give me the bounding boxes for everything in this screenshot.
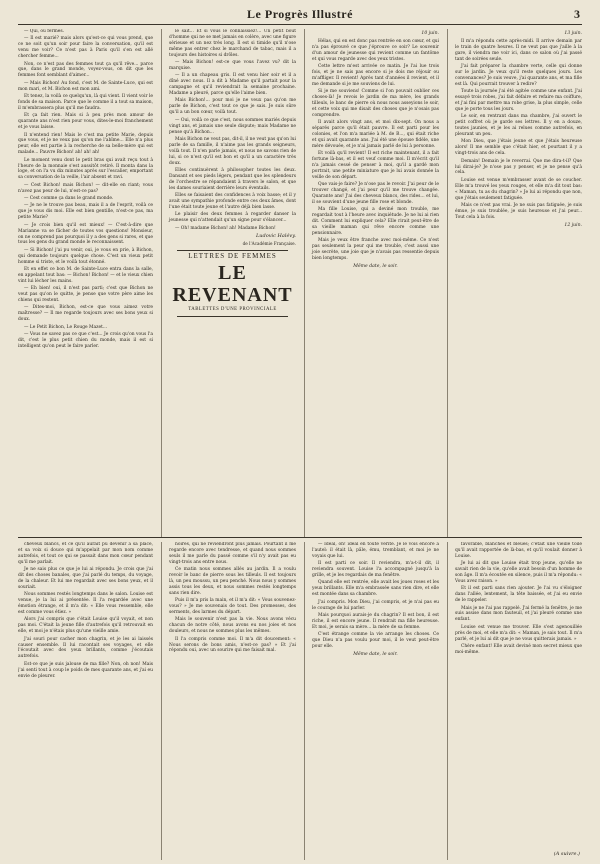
paragraph: Mais pourquoi aurais-je du chagrin? Il est bon, il est riche, il est encore jeune. Il rendrait ma fille heureuse. Et moi, je serais sa mère... la mère de sa femme. xyxy=(312,612,439,630)
top-col3-text xyxy=(312,39,439,262)
page-number: 3 xyxy=(574,7,580,21)
paragraph: cheveux blancs, et ce qu'il aurait pu devenir à sa place, et sa voix si douce qui m'appelait par mon nom comme autrefois, et tout ce qui se passait dans mon cœur pendant qu'il me parlait. xyxy=(18,542,153,565)
paragraph: Hélas, qui en est donc pas rentrée en son cœur, et qui n'a pas éprouvé ce que j'éprouve ce soir? Le souvenir d'un amour de jeunesse qui revient comme un fantôme et qui vous regarde avec des yeux tristes. xyxy=(312,38,439,62)
masthead xyxy=(18,6,582,25)
paragraph: — Dites-moi, Bichon, est-ce que vous aimez votre maîtresse? — Il me regarde toujours avec ses bons yeux si doux. xyxy=(18,305,153,323)
paragraph: Non, ce n'est pas des femmes tout ça qu'il rêve... parce que, dans le grand monde, voyez-vous, on dit que les femmes font semblant d'aimer... xyxy=(18,61,153,79)
paragraph: Demain! Demain je le reverrai. Que me dira-t-il? Que lui dirai-je? Je n'ose pas y penser, et je ne pense qu'à cela. xyxy=(455,158,582,176)
paragraph: Il avait alors vingt ans, et moi dix-sept. On nous a séparés parce qu'il était pauvre. Il est parti pour les colonies, et l'on m'a mariée à M. de B..., qui était riche et qui avait quarante ans. J'ai été une épouse fidèle, une mère dévouée, et je n'ai jamais parlé de lui à personne. xyxy=(312,120,439,149)
paragraph: Le moment venu dont le petit bras qui avait reçu tout à l'heure de la monnaie s'est aussitôt retiré. Il monta dans la loge, et on l'a vu dix minutes après sur l'escalier, emportant sa conversation de la veille, l'air absent et ravi. xyxy=(18,157,153,181)
paragraph: noires, qui ne reviendront plus jamais. Pourtant il me regarde encore avec tendresse, et quand nous sommes seuls il me parle du passé comme s'il n'y avait pas eu vingt-trois ans entre nous. xyxy=(169,542,296,565)
paragraph: Il l'a compris comme moi. Il m'a dit doucement: « Nous serons de bons amis, n'est-ce pas? » Et j'ai répondu oui, avec un sourire qui me faisait mal. xyxy=(169,636,296,654)
paragraph: — Il a un chapeau gris. Il est venu hier soir et il a dîné avec nous. Il a dit à Madame qu'il partait pour la campagne et qu'il reviendrait la semaine prochaine. Madame a pleuré, parce qu'elle l'aime bien. xyxy=(169,73,296,97)
section-label: LETTRES DE FEMMES xyxy=(188,252,277,261)
paragraph: Ce matin nous sommes allés au jardin. Il a voulu revoir le banc de pierre sous les tilleuls. Il est toujours là, un peu moussu, un peu penché. Nous nous y sommes assis tous les deux, et nous sommes restés longtemps sans rien dire. xyxy=(169,567,296,596)
paragraph: Et il est parti sans rien ajouter. Je l'ai vu s'éloigner dans l'allée, lentement, la tête baissée, et j'ai eu envie de le rappeler. xyxy=(455,586,582,604)
top-column-1 xyxy=(18,29,153,537)
paragraph: favorable, blanches et bleues; c'était une vieille toile qu'il avait rapportée de là-bas, et qu'il voulait donner à Louise. xyxy=(455,542,582,559)
paragraph: C'est étrange comme la vie arrange les choses. Ce que Dieu n'a pas voulu pour moi, il le veut peut-être pour elle. xyxy=(312,632,439,649)
paragraph: J'ai compris. Mon Dieu, j'ai compris, et je n'ai pas eu le courage de lui parler. xyxy=(312,599,439,611)
article-subtitle: TABLETTES D'UNE PROVINCIALE xyxy=(188,307,277,313)
paragraph: — Idéal, oh! idéal en toute vérité. Je le vois encore à l'autel: il était là, pâle, ému, tremblant, et moi je ne voyais que lui. xyxy=(312,542,439,559)
paragraph: Puis il m'a pris la main, et il m'a dit: « Vous souvenez-vous? » Je me souvenais de tout. Des promesses, des serments, des larmes du départ. xyxy=(169,598,296,615)
dateline: 13 juin. xyxy=(564,31,582,36)
paragraph: — Le Petit Bichon, Le Rouge Mazet... xyxy=(24,324,108,330)
bottom-column-4 xyxy=(447,542,582,860)
paragraph: — Eh bien! oui, il n'est pas parti; c'est que Bichon ne veut pas qu'on le quitte, je pense que votre père aime les chiens qui restent. xyxy=(18,286,153,304)
paragraph: Mon Dieu, que j'étais jeune et que j'étais heureuse alors! Il me semble que c'était hier, et pourtant il y a vingt-trois ans de cela. xyxy=(455,139,582,157)
paragraph: Ma fille Louise, qui a deviné mon trouble, me regardait tout à l'heure avec inquiétude. Je ne lui ai rien dit. Comment lui expliquer cela? Elle rirait peut-être de sa vieille maman qui rêve encore comme une pensionnaire. xyxy=(312,207,439,236)
bottom-col4-text xyxy=(455,542,582,656)
paragraph: Je ne sais plus ce que je lui ai répondu. Je crois que j'ai dit des choses banales, que j'ai parlé du temps, du voyage, de la chaleur. Et lui me regardait avec ses bons yeux, et il souriait. xyxy=(18,567,153,590)
paragraph: Mais le souvenir n'est pas la vie. Nous avons vécu chacun de notre côté, nous avons eu nos joies et nos douleurs, et nous ne sommes plus les mêmes. xyxy=(169,617,296,635)
divider-rule xyxy=(177,250,288,251)
divider-rule xyxy=(177,316,288,317)
paragraph: Il n'entend rien! Mais le c'est ma petite Marie, depuis que vous, et je ne veux pas qu'on me l'abîme... Elle n'a plus peur, elle est partie à la recherche de sa belle-mère qui est malade... Pauvre Bichon! ah! ah! ah! xyxy=(18,132,153,156)
paragraph: Elles continuèrent à philosopher toutes les deux. Dansant et ses pieds légers, pendant que les splendeurs de l'orchestre se répandaient à travers le salon, et que les dames souriaient derrière leurs éventails. xyxy=(169,167,296,191)
continued-note: (A suivre.) xyxy=(553,851,580,858)
top-column-2 xyxy=(161,29,296,537)
paragraph: — Il est marié? mais alors qu'est-ce qui vous prend, que ce ne soit qu'un soir pour faire la conversation, qu'il est venu me voir? Ce n'est pas à Paris qu'il s'en est allé chercher femme... xyxy=(18,36,153,60)
paragraph: Mais ce n'est pas vrai. Je ne suis pas fatiguée, je suis émue, je suis troublée, je suis heureuse et j'ai peur... Tout cela à la fois. xyxy=(455,202,582,220)
paragraph: Je lui ai dit que Louise était trop jeune, qu'elle ne savait rien de la vie, qu'elle avait besoin d'un homme de son âge. Il m'a écoutée en silence, puis il m'a répondu: « Vous avez raison. » xyxy=(455,561,582,584)
paragraph: Il m'a répondu cette après-midi. Il arrive demain par le train de quatre heures. Il ne veut pas que j'aille à la gare, il viendra me voir ici, dans ce salon où j'ai passé tant de soirées seule. xyxy=(455,38,582,62)
bottom-column-2 xyxy=(161,542,296,860)
top-section xyxy=(18,29,582,538)
paragraph: — Oui, voilà ce que c'est, nous sommes mariés depuis vingt ans, et jamais une seule dispute; mais Madame ne pense qu'à Bichon... xyxy=(169,117,296,135)
bottom-col2-text xyxy=(169,542,296,654)
paragraph: Et ça fait rien. Mais si à peu près mon amour de quarante ans n'est rien pour vous, dites-le-moi franchement et je vous laisse. xyxy=(18,113,153,131)
bottom-section xyxy=(18,542,582,860)
top-col1-text xyxy=(18,29,153,350)
paragraph: Et tenez, la voilà ce quelqu'un, là qui vient. Il vient voir le fonds de sa maison. Parce que le comme il a tout sa maison, il m'embrassera plus qu'il me faudra. xyxy=(18,94,153,111)
dateline: Même date, le soir. xyxy=(353,651,398,657)
paragraph: — Je ne le trouve pas beau, mais il a de l'esprit, voilà ce que je vous dis moi. Elle est bien gentille, n'est-ce pas, ma petite Marie? xyxy=(18,203,153,221)
paragraph: Nous sommes restés longtemps dans le salon. Louise est venue, je la lui ai présentée. Il l'a regardée avec une émotion étrange, et il m'a dit: « Elle vous ressemble, elle est comme vous étiez. » xyxy=(18,592,153,615)
paragraph: J'ai fait préparer la chambre verte, celle qui donne sur le jardin. Je veux qu'il reste quelques jours. Les convenances? Je suis veuve, j'ai quarante ans, et ma fille est là. Qui pourrait trouver à redire? xyxy=(455,64,582,87)
top-col2-text xyxy=(169,29,296,232)
bottom-column-3 xyxy=(304,542,439,860)
paragraph: Le plaisir des deux femmes à regarder danser la jeunesse qui n'attendait qu'un signe pour s'élancer... xyxy=(169,212,296,224)
paragraph: Si je me souviens! Comme si l'on pouvait oublier ces choses-là! Je revois le jardin de ma mère, les grands tilleuls, le banc de pierre où nous nous asseyions le soir, et cette voix qui me disait des choses que je n'osais pas comprendre. xyxy=(312,89,439,118)
top-col4-text xyxy=(455,39,582,221)
paragraph: Mais Bichon ne veut pas, dit-il, il ne veut pas qu'on lui parle de sa famille, il n'aime pas les grands seigneurs, voilà tout. Il n'en parle jamais, et nous ne savons rien de lui, si ce n'est qu'il est bon et qu'il a un caractère très doux. xyxy=(169,136,296,166)
paragraph: Mais je veux être franche avec moi-même. Ce n'est pas seulement la peur qui me trouble, c'est aussi une joie secrète, une joie que je n'avais pas ressentie depuis bien longtemps. xyxy=(312,238,439,262)
paragraph: Louise est venue me trouver. Elle s'est agenouillée près de moi, et elle m'a dit: « Maman, je sais tout. Il m'a parlé, et je lui ai dit que je ne vous quitterais jamais. » xyxy=(455,624,582,642)
paragraph: — Cest Bichon! mais Bichon! — dit-elle en riant; vous n'avez pas peur de lui, n'est-ce pas? xyxy=(18,182,153,194)
paragraph: Il est parti ce soir. Il reviendra, m'a-t-il dit, il reviendra souvent. Louise l'a accompagné jusqu'à la grille, et je les regardais de ma fenêtre. xyxy=(312,561,439,579)
paragraph: — Mais Bichon! est-ce que vous l'avez vu? dit la marquise. xyxy=(169,60,296,71)
paragraph: Alors j'ai compris que c'était Louise qu'il voyait, et non pas moi. C'était la jeune fille d'autrefois qu'il retrouvait en elle, et moi je n'étais plus qu'une vieille amie. xyxy=(18,617,153,635)
paragraph: Toute la journée j'ai été agitée comme une enfant. J'ai essayé trois robes, j'ai fait défaire et refaire ma coiffure, et j'ai fini par mettre ma robe grise, la plus simple, celle que je porte tous les jours. xyxy=(455,89,582,112)
paragraph: — Oh! madame Bichon! ah! Madame Bichon! xyxy=(175,225,276,231)
top-column-4 xyxy=(447,29,582,537)
bottom-col1-text xyxy=(18,542,153,679)
paragraph: Quand elle est rentrée, elle avait les joues roses et les yeux brillants. Elle m'a embrassée sans rien dire, et elle est montée dans sa chambre. xyxy=(312,580,439,598)
article-author: Ludovic Halévy. xyxy=(255,232,296,239)
paragraph: Et voilà qu'il revient! Il est riche maintenant, il a fait fortune là-bas, et il est veuf comme moi. Il m'écrit qu'il n'a jamais cessé de penser à moi, qu'il a gardé mon portrait, une petite miniature que je lui avais donnée la veille de son départ. xyxy=(312,151,439,180)
paragraph: Mais je ne l'ai pas rappelé. J'ai fermé la fenêtre, je me suis assise dans mon fauteuil, et j'ai pleuré comme une enfant. xyxy=(455,605,582,623)
paragraph: Est-ce que je suis jalouse de ma fille? Non, oh non! Mais j'ai senti tout à coup le poids de mes quarante ans, et j'ai eu envie de pleurer. xyxy=(18,661,153,679)
bottom-col3-text xyxy=(312,542,439,650)
paragraph: Elles se faisaient des confidences à voix basse; et il y avait une sympathie profonde entre ces deux âmes, dont l'une était toute jeune et l'autre déjà bien lasse. xyxy=(169,193,296,210)
paragraph: Le soir, en rentrant dans ma chambre, j'ai ouvert le petit coffret où je garde ses lettres. Il y en a douze, toutes jaunies, et je les ai relues comme autrefois, en pleurant un peu. xyxy=(455,114,582,137)
paragraph: Chère enfant! Elle avait deviné mon secret mieux que moi-même. xyxy=(455,644,582,655)
dateline: Même date, le soir. xyxy=(353,264,398,270)
paragraph: Et en effet ce bon M. de Sainte-Luce entra dans la salle, en appelant tout bas: — Bichon! Bichon! — et le vieux chien vint lui lécher les mains. xyxy=(18,267,153,284)
paragraph: Mais Bichon!... pour moi je ne veux pas qu'on me parle de Bichon, c'est tout ce que je sais. Je suis sûre qu'il a un bon cœur, voilà tout. xyxy=(169,98,296,116)
article-headline: LE REVENANT xyxy=(172,262,293,307)
bottom-column-1 xyxy=(18,542,153,860)
paragraph: — Mais Bichon! Au fond, c'est M. de Sainte-Luce, qui est mon mari, et M. Bichon est mon ami. xyxy=(18,80,153,92)
paragraph: — Je crois bien qu'il est mieux! — C'est-à-dire que Marianne va se fâcher de toutes vos questions! Monsieur, on ne comprend pas pourquoi il y a des gens si rares, et que tous les gens du grand monde le reconnaissent. xyxy=(18,222,153,246)
paragraph: le sait... Et si vous le connaissiez!... Un petit bout d'homme qui ne se met jamais en colère, avec une figure sérieuse et un nez très long. Il est si timide qu'il n'ose même pas entrer chez le marchand de tabac, mais il a toujours des histoires si drôles. xyxy=(169,29,296,58)
top-column-3 xyxy=(304,29,439,537)
paragraph: — Qui, ou fermes. xyxy=(24,29,65,34)
paragraph: — Cest comme ça dans le grand monde. xyxy=(24,196,114,202)
article-author-title: de l'Académie Française. xyxy=(242,241,296,247)
dateline: 12 juin. xyxy=(564,222,582,228)
paragraph: — Vous ne savez pas ce que c'est... Je crois qu'on vous l'a dit, c'est le plus petit chien du monde, mais il est si intelligent qu'on peut le faire parler. xyxy=(18,332,153,349)
paragraph: Cette lettre m'est arrivée ce matin. Je l'ai lue trois fois, et je ne sais pas encore si je dois me réjouir ou m'affliger. Il revient! Après tant d'années il revient, et il me demande si je me souviens de lui. xyxy=(312,64,439,87)
paragraph: J'ai souri pour cacher mon chagrin, et je les ai laissés causer ensemble. Il lui racontait ses voyages, et elle l'écoutait avec des yeux brillants, comme j'écoutais autrefois. xyxy=(18,636,153,660)
paragraph: Que vais-je faire? Je n'ose pas le revoir. J'ai peur de le trouver changé, et j'ai peur qu'il me trouve changée. Quarante ans! J'ai des cheveux blancs, des rides... et lui, il se souvient d'une jeune fille rose et blonde. xyxy=(312,182,439,205)
dateline: 10 juin. xyxy=(421,31,439,36)
paragraph: Louise est venue m'embrasser avant de se coucher. Elle m'a trouvé les yeux rouges, et elle m'a dit tout bas: « Maman, tu as du chagrin? » Je lui ai répondu que non, que j'étais seulement fatiguée. xyxy=(455,177,582,201)
paragraph: — Si Bichon! j'ai pu venir, oui, je vous en prie, à Bichon, qui demande toujours quelque chose. C'est un vieux petit homme si triste, et le voilà tout étonné. xyxy=(18,247,153,265)
masthead-title: Le Progrès Illustré xyxy=(247,7,353,21)
